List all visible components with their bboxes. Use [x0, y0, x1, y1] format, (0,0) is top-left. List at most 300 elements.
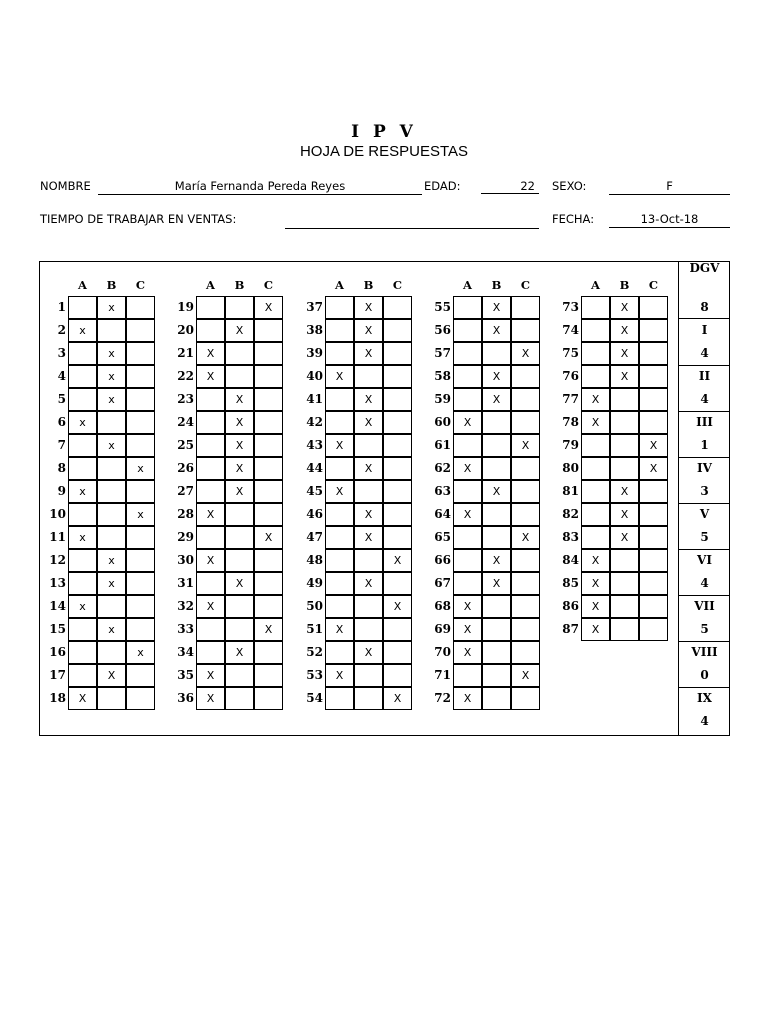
question-number: 62 — [434, 461, 451, 475]
answer-cell-a[interactable] — [453, 342, 482, 365]
answer-cell-b[interactable] — [225, 595, 254, 618]
answer-cell-a[interactable] — [196, 411, 225, 434]
answer-cell-b[interactable]: X — [225, 319, 254, 342]
answer-cell-a[interactable] — [196, 572, 225, 595]
answer-cell-a[interactable]: X — [325, 434, 354, 457]
answer-cell-c[interactable] — [254, 549, 283, 572]
answer-cell-b[interactable]: X — [610, 342, 639, 365]
answer-cell-a[interactable] — [68, 641, 97, 664]
answer-cell-b[interactable] — [97, 480, 126, 503]
question-number: 78 — [562, 415, 579, 429]
answer-cell-a[interactable]: X — [196, 595, 225, 618]
answer-cell-a[interactable]: X — [581, 595, 610, 618]
answer-cell-a[interactable]: X — [196, 342, 225, 365]
question-number: 23 — [177, 392, 194, 406]
answer-cell-c[interactable] — [511, 618, 540, 641]
answer-cell-c[interactable] — [254, 457, 283, 480]
question-number: 42 — [306, 415, 323, 429]
answer-cell-c[interactable] — [639, 503, 668, 526]
answer-cell-b[interactable] — [97, 319, 126, 342]
answer-cell-b[interactable]: X — [482, 365, 511, 388]
answer-cell-c[interactable] — [126, 342, 155, 365]
answer-cell-b[interactable] — [610, 457, 639, 480]
answer-cell-a[interactable] — [325, 411, 354, 434]
answer-cell-a[interactable] — [581, 319, 610, 342]
answer-cell-c[interactable] — [254, 319, 283, 342]
answer-cell-c[interactable] — [383, 618, 412, 641]
answer-cell-b[interactable] — [610, 411, 639, 434]
answer-cell-b[interactable]: X — [225, 388, 254, 411]
answer-cell-c[interactable] — [511, 687, 540, 710]
answer-cell-c[interactable] — [639, 388, 668, 411]
fecha-field[interactable]: 13-Oct-18 — [609, 212, 730, 228]
answer-cell-a[interactable] — [325, 595, 354, 618]
answer-cell-a[interactable]: X — [196, 365, 225, 388]
question-number: 71 — [434, 668, 451, 682]
answer-cell-c[interactable] — [511, 480, 540, 503]
answer-cell-b[interactable] — [97, 503, 126, 526]
answer-cell-b[interactable]: X — [610, 365, 639, 388]
answer-cell-a[interactable] — [196, 319, 225, 342]
answer-cell-a[interactable] — [453, 434, 482, 457]
answer-cell-c[interactable] — [639, 480, 668, 503]
answer-cell-b[interactable] — [97, 411, 126, 434]
answer-cell-a[interactable]: X — [581, 618, 610, 641]
answer-cell-a[interactable]: X — [581, 388, 610, 411]
question-number: 14 — [49, 599, 66, 613]
answer-cell-a[interactable] — [581, 457, 610, 480]
answer-cell-c[interactable] — [254, 342, 283, 365]
question-number: 74 — [562, 323, 579, 337]
answer-cell-a[interactable] — [453, 296, 482, 319]
dgv-factor-label: IX — [697, 691, 712, 705]
answer-cell-c[interactable] — [383, 296, 412, 319]
answer-cell-a[interactable] — [325, 641, 354, 664]
answer-cell-c[interactable] — [126, 480, 155, 503]
answer-cell-b[interactable] — [482, 434, 511, 457]
answer-cell-c[interactable] — [511, 365, 540, 388]
answer-cell-b[interactable] — [225, 526, 254, 549]
answer-cell-b[interactable] — [482, 457, 511, 480]
answer-cell-b[interactable]: X — [482, 319, 511, 342]
answer-cell-a[interactable] — [196, 457, 225, 480]
column-header-b: B — [619, 278, 630, 292]
answer-cell-b[interactable]: X — [482, 572, 511, 595]
question-number: 36 — [177, 691, 194, 705]
answer-cell-a[interactable] — [68, 503, 97, 526]
answer-cell-a[interactable]: X — [196, 687, 225, 710]
answer-cell-a[interactable] — [325, 687, 354, 710]
answer-cell-c[interactable] — [383, 342, 412, 365]
answer-cell-b[interactable]: x — [97, 342, 126, 365]
answer-cell-a[interactable] — [325, 342, 354, 365]
answer-cell-c[interactable]: X — [254, 296, 283, 319]
answer-cell-c[interactable] — [254, 595, 283, 618]
answer-cell-a[interactable] — [453, 365, 482, 388]
answer-cell-b[interactable] — [97, 457, 126, 480]
answer-cell-c[interactable] — [126, 296, 155, 319]
answer-cell-a[interactable] — [453, 480, 482, 503]
answer-cell-a[interactable] — [325, 503, 354, 526]
answer-cell-b[interactable] — [97, 687, 126, 710]
answer-cell-c[interactable] — [639, 618, 668, 641]
answer-cell-b[interactable] — [225, 687, 254, 710]
answer-cell-b[interactable] — [354, 480, 383, 503]
question-number: 15 — [49, 622, 66, 636]
answer-cell-c[interactable] — [511, 296, 540, 319]
answer-cell-a[interactable] — [68, 549, 97, 572]
answer-cell-b[interactable]: X — [354, 411, 383, 434]
answer-cell-b[interactable]: X — [482, 480, 511, 503]
sexo-field[interactable]: F — [609, 179, 730, 195]
answer-cell-b[interactable]: X — [482, 388, 511, 411]
answer-cell-c[interactable] — [126, 388, 155, 411]
answer-cell-c[interactable] — [639, 365, 668, 388]
answer-cell-a[interactable] — [68, 664, 97, 687]
answer-cell-c[interactable] — [383, 365, 412, 388]
answer-cell-c[interactable]: x — [126, 641, 155, 664]
dgv-factor-label: I — [701, 323, 708, 337]
dgv-factor-label: VIII — [691, 645, 718, 659]
answer-cell-b[interactable]: X — [354, 503, 383, 526]
nombre-label: NOMBRE — [40, 179, 91, 193]
answer-cell-a[interactable]: X — [325, 480, 354, 503]
answer-cell-b[interactable] — [610, 595, 639, 618]
answer-cell-a[interactable] — [453, 319, 482, 342]
question-number: 63 — [434, 484, 451, 498]
answer-cell-c[interactable] — [383, 526, 412, 549]
answer-cell-a[interactable] — [68, 572, 97, 595]
answer-cell-b[interactable]: X — [225, 411, 254, 434]
answer-cell-a[interactable]: X — [581, 549, 610, 572]
nombre-field[interactable]: María Fernanda Pereda Reyes — [98, 179, 422, 195]
answer-cell-b[interactable]: X — [610, 480, 639, 503]
answer-cell-b[interactable]: X — [225, 480, 254, 503]
answer-cell-a[interactable] — [325, 457, 354, 480]
answer-cell-b[interactable]: X — [610, 319, 639, 342]
answer-cell-a[interactable]: X — [68, 687, 97, 710]
answer-cell-b[interactable] — [610, 388, 639, 411]
answer-cell-c[interactable] — [254, 411, 283, 434]
answer-cell-c[interactable]: X — [383, 595, 412, 618]
answer-cell-a[interactable]: X — [325, 618, 354, 641]
answer-cell-c[interactable] — [383, 388, 412, 411]
answer-cell-a[interactable] — [581, 503, 610, 526]
answer-cell-b[interactable]: X — [97, 664, 126, 687]
answer-cell-b[interactable] — [225, 342, 254, 365]
answer-cell-a[interactable] — [453, 549, 482, 572]
answer-cell-a[interactable] — [453, 526, 482, 549]
answer-cell-a[interactable]: x — [68, 595, 97, 618]
answer-cell-b[interactable]: x — [97, 296, 126, 319]
answer-cell-b[interactable] — [482, 411, 511, 434]
column-header-a: A — [591, 278, 600, 292]
answer-cell-b[interactable]: x — [97, 618, 126, 641]
answer-cell-a[interactable] — [196, 526, 225, 549]
answer-cell-b[interactable]: X — [482, 296, 511, 319]
edad-field[interactable]: 22 — [481, 179, 539, 194]
answer-cell-b[interactable] — [225, 503, 254, 526]
answer-cell-b[interactable] — [610, 618, 639, 641]
answer-cell-c[interactable] — [383, 434, 412, 457]
answer-cell-c[interactable] — [383, 664, 412, 687]
answer-cell-c[interactable] — [254, 388, 283, 411]
answer-cell-c[interactable]: X — [383, 549, 412, 572]
question-number: 52 — [306, 645, 323, 659]
answer-cell-b[interactable] — [354, 549, 383, 572]
answer-cell-b[interactable] — [354, 365, 383, 388]
answer-cell-c[interactable] — [639, 411, 668, 434]
answer-cell-c[interactable] — [639, 526, 668, 549]
answer-cell-a[interactable]: X — [325, 365, 354, 388]
answer-cell-b[interactable] — [354, 595, 383, 618]
answer-cell-a[interactable] — [68, 457, 97, 480]
answer-cell-c[interactable] — [126, 664, 155, 687]
answer-cell-c[interactable] — [383, 457, 412, 480]
answer-cell-a[interactable] — [325, 526, 354, 549]
answer-cell-a[interactable]: X — [453, 641, 482, 664]
answer-cell-c[interactable] — [511, 457, 540, 480]
answer-cell-b[interactable] — [225, 296, 254, 319]
answer-cell-c[interactable] — [511, 572, 540, 595]
answer-cell-a[interactable] — [325, 572, 354, 595]
answer-cell-c[interactable]: x — [126, 503, 155, 526]
answer-cell-b[interactable] — [610, 549, 639, 572]
answer-cell-a[interactable] — [581, 365, 610, 388]
answer-cell-c[interactable] — [254, 365, 283, 388]
answer-cell-c[interactable] — [639, 595, 668, 618]
answer-cell-a[interactable] — [68, 618, 97, 641]
answer-cell-a[interactable]: X — [196, 664, 225, 687]
answer-cell-b[interactable]: X — [225, 434, 254, 457]
answer-cell-c[interactable] — [511, 411, 540, 434]
answer-cell-b[interactable] — [482, 618, 511, 641]
answer-cell-a[interactable]: X — [453, 618, 482, 641]
answer-cell-a[interactable]: x — [68, 526, 97, 549]
answer-cell-c[interactable] — [383, 411, 412, 434]
answer-cell-b[interactable] — [354, 434, 383, 457]
answer-cell-c[interactable] — [254, 572, 283, 595]
answer-cell-b[interactable]: x — [97, 388, 126, 411]
answer-cell-c[interactable] — [126, 687, 155, 710]
answer-cell-b[interactable]: x — [97, 549, 126, 572]
answer-cell-c[interactable]: X — [383, 687, 412, 710]
question-number: 69 — [434, 622, 451, 636]
answer-cell-b[interactable]: X — [354, 641, 383, 664]
answer-cell-b[interactable]: X — [354, 319, 383, 342]
answer-cell-c[interactable] — [126, 365, 155, 388]
question-number: 37 — [306, 300, 323, 314]
answer-cell-c[interactable] — [383, 319, 412, 342]
answer-cell-a[interactable] — [581, 480, 610, 503]
answer-cell-a[interactable] — [581, 342, 610, 365]
answer-cell-b[interactable]: X — [225, 641, 254, 664]
answer-cell-a[interactable]: X — [453, 687, 482, 710]
answer-cell-c[interactable] — [126, 618, 155, 641]
answer-cell-a[interactable] — [196, 618, 225, 641]
answer-cell-b[interactable]: x — [97, 365, 126, 388]
answer-cell-b[interactable]: X — [482, 549, 511, 572]
answer-cell-c[interactable] — [126, 434, 155, 457]
answer-cell-b[interactable] — [97, 595, 126, 618]
answer-cell-c[interactable] — [254, 503, 283, 526]
answer-cell-a[interactable] — [68, 365, 97, 388]
answer-cell-a[interactable] — [581, 296, 610, 319]
question-number: 16 — [49, 645, 66, 659]
answer-cell-a[interactable]: X — [453, 457, 482, 480]
answer-cell-a[interactable]: X — [581, 572, 610, 595]
answer-cell-c[interactable] — [511, 549, 540, 572]
answer-cell-b[interactable]: X — [354, 457, 383, 480]
answer-cell-c[interactable] — [511, 595, 540, 618]
answer-cell-a[interactable] — [581, 526, 610, 549]
answer-cell-b[interactable]: X — [610, 503, 639, 526]
question-number: 80 — [562, 461, 579, 475]
answer-cell-b[interactable] — [482, 641, 511, 664]
answer-cell-a[interactable]: x — [68, 480, 97, 503]
question-number: 54 — [306, 691, 323, 705]
answer-cell-b[interactable]: X — [354, 526, 383, 549]
answer-cell-b[interactable] — [225, 549, 254, 572]
answer-cell-a[interactable] — [196, 434, 225, 457]
dgv-header: DGV — [689, 261, 720, 275]
answer-cell-b[interactable] — [482, 526, 511, 549]
answer-cell-c[interactable]: X — [639, 457, 668, 480]
answer-cell-c[interactable] — [254, 641, 283, 664]
answer-cell-b[interactable] — [97, 526, 126, 549]
answer-cell-c[interactable] — [254, 687, 283, 710]
question-number: 60 — [434, 415, 451, 429]
answer-cell-b[interactable] — [354, 687, 383, 710]
answer-cell-a[interactable]: X — [196, 503, 225, 526]
answer-cell-b[interactable] — [610, 434, 639, 457]
answer-cell-c[interactable] — [126, 319, 155, 342]
answer-cell-b[interactable] — [482, 687, 511, 710]
tiempo-field[interactable] — [285, 213, 539, 229]
answer-cell-c[interactable]: X — [639, 434, 668, 457]
answer-cell-a[interactable]: X — [581, 411, 610, 434]
answer-cell-c[interactable] — [383, 480, 412, 503]
answer-cell-a[interactable]: X — [453, 503, 482, 526]
answer-cell-b[interactable] — [482, 664, 511, 687]
answer-cell-c[interactable] — [383, 572, 412, 595]
question-number: 33 — [177, 622, 194, 636]
answer-cell-a[interactable]: X — [325, 664, 354, 687]
answer-cell-c[interactable] — [126, 411, 155, 434]
dgv-factor-label: II — [698, 369, 711, 383]
answer-cell-a[interactable] — [453, 388, 482, 411]
answer-cell-c[interactable] — [126, 595, 155, 618]
answer-cell-b[interactable]: x — [97, 434, 126, 457]
answer-cell-a[interactable] — [68, 388, 97, 411]
question-number: 9 — [57, 484, 66, 498]
answer-cell-a[interactable] — [325, 296, 354, 319]
answer-cell-a[interactable] — [453, 664, 482, 687]
question-number: 79 — [562, 438, 579, 452]
answer-cell-c[interactable] — [126, 526, 155, 549]
question-number: 29 — [177, 530, 194, 544]
answer-cell-a[interactable]: X — [453, 411, 482, 434]
answer-cell-a[interactable] — [325, 319, 354, 342]
answer-cell-a[interactable] — [68, 434, 97, 457]
answer-cell-b[interactable]: X — [354, 388, 383, 411]
answer-cell-b[interactable] — [482, 342, 511, 365]
answer-cell-a[interactable] — [196, 388, 225, 411]
answer-cell-a[interactable] — [68, 296, 97, 319]
answer-cell-c[interactable] — [639, 572, 668, 595]
answer-cell-b[interactable]: X — [225, 572, 254, 595]
answer-cell-a[interactable] — [196, 641, 225, 664]
answer-cell-c[interactable]: X — [511, 526, 540, 549]
answer-cell-a[interactable] — [581, 434, 610, 457]
answer-cell-b[interactable]: X — [610, 526, 639, 549]
answer-cell-c[interactable] — [639, 296, 668, 319]
answer-cell-b[interactable] — [97, 641, 126, 664]
answer-cell-c[interactable] — [511, 503, 540, 526]
answer-cell-c[interactable] — [254, 434, 283, 457]
answer-cell-c[interactable]: X — [511, 434, 540, 457]
dgv-factor-value: 5 — [700, 530, 709, 544]
answer-cell-c[interactable] — [639, 549, 668, 572]
question-number: 61 — [434, 438, 451, 452]
answer-cell-c[interactable]: X — [254, 526, 283, 549]
answer-cell-c[interactable] — [511, 319, 540, 342]
answer-cell-b[interactable] — [354, 618, 383, 641]
answer-cell-c[interactable] — [383, 503, 412, 526]
answer-cell-b[interactable]: X — [354, 342, 383, 365]
answer-cell-a[interactable] — [325, 549, 354, 572]
answer-cell-c[interactable] — [511, 641, 540, 664]
answer-cell-a[interactable] — [325, 388, 354, 411]
answer-cell-a[interactable] — [196, 296, 225, 319]
answer-cell-b[interactable] — [354, 664, 383, 687]
answer-cell-a[interactable]: X — [453, 595, 482, 618]
answer-cell-a[interactable]: X — [196, 549, 225, 572]
answer-cell-c[interactable] — [254, 664, 283, 687]
question-number: 67 — [434, 576, 451, 590]
answer-cell-b[interactable]: X — [225, 457, 254, 480]
answer-cell-b[interactable]: X — [610, 296, 639, 319]
answer-cell-c[interactable]: x — [126, 457, 155, 480]
answer-cell-b[interactable] — [225, 664, 254, 687]
answer-cell-b[interactable] — [225, 365, 254, 388]
answer-cell-c[interactable] — [254, 480, 283, 503]
answer-cell-b[interactable]: X — [354, 296, 383, 319]
answer-cell-c[interactable]: X — [511, 342, 540, 365]
answer-cell-a[interactable] — [196, 480, 225, 503]
answer-cell-b[interactable]: X — [354, 572, 383, 595]
answer-cell-b[interactable] — [610, 572, 639, 595]
answer-cell-c[interactable] — [126, 572, 155, 595]
answer-cell-a[interactable]: x — [68, 319, 97, 342]
answer-cell-a[interactable] — [453, 572, 482, 595]
answer-cell-c[interactable]: X — [511, 664, 540, 687]
answer-cell-c[interactable] — [383, 641, 412, 664]
answer-cell-c[interactable] — [639, 319, 668, 342]
answer-cell-b[interactable] — [482, 595, 511, 618]
answer-cell-c[interactable]: X — [254, 618, 283, 641]
answer-cell-a[interactable] — [68, 342, 97, 365]
answer-cell-b[interactable]: x — [97, 572, 126, 595]
answer-cell-a[interactable]: x — [68, 411, 97, 434]
answer-cell-c[interactable] — [639, 342, 668, 365]
question-number: 46 — [306, 507, 323, 521]
answer-cell-b[interactable] — [482, 503, 511, 526]
answer-cell-c[interactable] — [126, 549, 155, 572]
answer-cell-c[interactable] — [511, 388, 540, 411]
answer-cell-b[interactable] — [225, 618, 254, 641]
question-number: 6 — [57, 415, 66, 429]
